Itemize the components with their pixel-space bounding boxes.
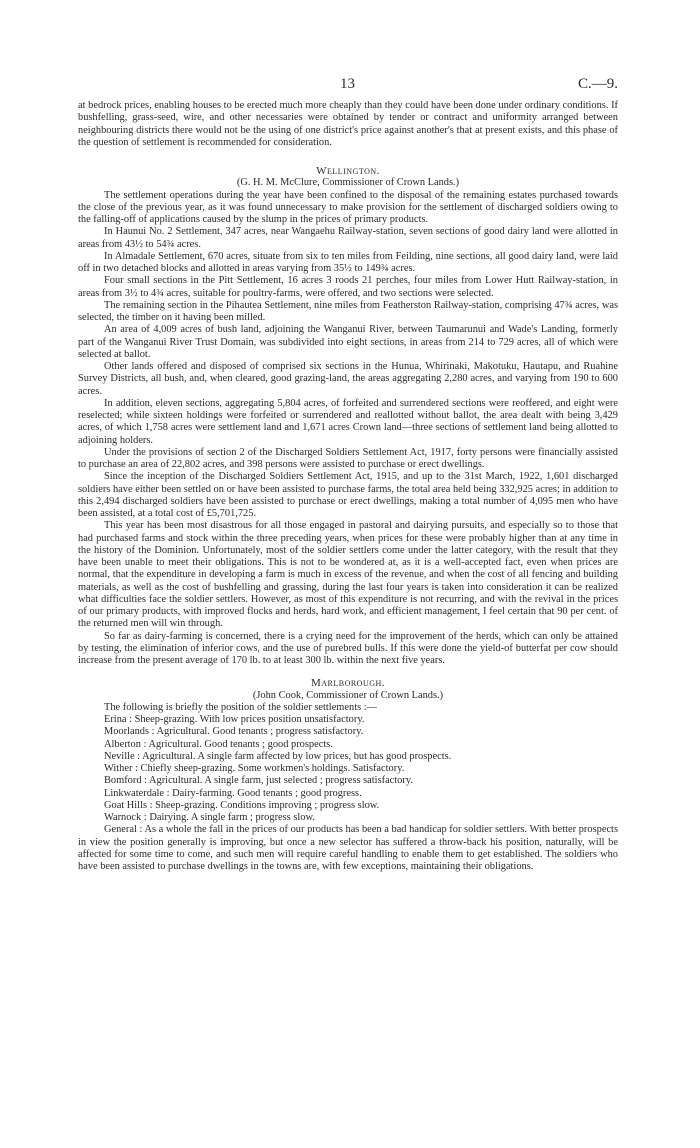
section-heading: Marlborough. <box>310 677 386 690</box>
paragraph: The following is briefly the position of the soldier settlements :— <box>104 701 377 713</box>
commissioner-line: (G. H. M. McClure, Commissioner of Crown Lands.) <box>236 177 460 189</box>
marlborough-section <box>78 677 618 873</box>
paragraph: An area of 4,009 acres of bush land, adjoining the Wanganui River, between Taumarunui and Wade's Landing, formerly part of the Wanganui River Trust Domain, was subdivided into eight sections, in areas from 214 to 729 acres, all of which were selected at ballot. <box>78 324 618 360</box>
list-item: Warnock : Dairying. A single farm ; progress slow. <box>104 812 315 823</box>
paragraph: Since the inception of the Discharged Soldiers Settlement Act, 1915, and up to the 31st March, 1922, 1,601 discharged soldiers have either been settled on or have been assisted to purchase farms, the total area held being 332,925 acres; in addition to this 2,494 discharged soldiers have been assisted to purchase or erect dwellings, making a total number of 4,095 men who have been assisted, at a total cost of £5,701,725. <box>78 471 618 519</box>
settlement-list <box>78 714 618 824</box>
list-item: Goat Hills : Sheep-grazing. Conditions improving ; progress slow. <box>104 799 380 811</box>
list-item: Linkwaterdale : Dairy-farming. Good tenants ; good progress. <box>104 787 362 799</box>
paragraph: In Haunui No. 2 Settlement, 347 acres, near Wangaehu Railway-station, seven sections of good dairy land were allotted in areas from 43½ to 54¾ acres. <box>78 226 618 250</box>
wellington-section <box>78 165 618 667</box>
paragraph: In addition, eleven sections, aggregating 5,804 acres, of forfeited and surrendered sections were reoffered, and eight were reselected; while sixteen holdings were forfeited or surrendered and reallotted without ballot, the area dealt with being 3,429 acres, of which 1,758 acres were settlement land and 1,671 acres Crown land—three sections of settlement land being allotted to adjoining holders. <box>78 397 618 446</box>
paragraph: The settlement operations during the year have been confined to the disposal of the remaining estates purchased towards the close of the previous year, as it was found unnecessary to make provision for the settlement of discharged soldiers owing to the falling-off of applications caused by the slump in the prices of primary products. <box>78 189 618 225</box>
intro-paragraph: at bedrock prices, enabling houses to be erected much more cheaply than they could have been done under ordinary conditions. If bushfelling, grass-seed, wire, and other necessaries were obtained by tender or contract and uniformity arranged between neighbouring districts there would not be the using of one district's price against another's that at present exists, and this phase of the question of settlement is recommended for consideration. <box>78 100 618 148</box>
paragraph: So far as dairy-farming is concerned, there is a crying need for the improvement of the herds, which can only be attained by testing, the elimination of inferior cows, and the use of purebred bulls. If this were done the yield-of butterfat per cow should increase from the present average of 170 lb. to at least 300 lb. within the next five years. <box>78 630 618 666</box>
list-item: Alberton : Agricultural. Good tenants ; good prospects. <box>104 738 333 750</box>
list-item: Moorlands : Agricultural. Good tenants ; progress satisfactory. <box>104 726 364 738</box>
paper-reference: C.—9. <box>577 76 618 92</box>
paragraph: Under the provisions of section 2 of the Discharged Soldiers Settlement Act, 1917, forty persons were financially assisted to purchase an area of 22,802 acres, and 398 persons were assisted to purchase or erect dwellings. <box>78 446 618 470</box>
page-header <box>78 78 618 100</box>
section-heading: Wellington. <box>316 165 380 177</box>
list-item: Wither : Chiefly sheep-grazing. Some workmen's holdings. Satisfactory. <box>104 763 405 774</box>
list-item: Neville : Agricultural. A single farm affected by low prices, but has good prospects. <box>104 750 452 762</box>
paragraph: The remaining section in the Pihautea Settlement, nine miles from Featherston Railway-station, comprising 47¾ acres, was selected, the timber on it having been milled. <box>78 299 618 323</box>
paragraph: This year has been most disastrous for all those engaged in pastoral and dairying pursuits, and especially so to those that had purchased farms and stock within the three preceding years, when prices for these were probably higher than at any time in the history of the Dominion. Unfortunately, most of the soldier settlers come under the latter category, with the result that they have been unable to meet their obligations. This is not to be wondered at, as it is a well-accepted fact, even when prices are normal, that the expenditure in developing a farm is much in excess of the revenue, and when the cost of all fencing and building materials, as well as the cost of bushfelling and grassing, during the last four years is taken into consideration it can be realized what difficulties face the soldier settlers. However, as most of this expenditure is not recurring, and with the revival in the prices of our primary products, with improved flocks and herds, hard work, and efficient management, I feel certain that 90 per cent. of the returned men will win through. <box>78 520 618 630</box>
list-item: Bomford : Agricultural. A single farm, just selected ; progress satisfactory. <box>104 775 413 787</box>
commissioner-line: (John Cook, Commissioner of Crown Lands.) <box>252 689 444 701</box>
paragraph: Other lands offered and disposed of comprised six sections in the Hunua, Whirinaki, Makotuku, Hautapu, and Ruahine Survey Districts, all bush, and, when cleared, good grazing-land, the areas aggregating 2,280 acres, and varying from 190 to 600 acres. <box>78 361 618 397</box>
paragraph: In Almadale Settlement, 670 acres, situate from six to ten miles from Feilding, nine sections, all good dairy land, were laid off in two detached blocks and allotted in areas varying from 35½ to 149¾ acres. <box>78 250 618 274</box>
paragraph: General : As a whole the fall in the prices of our products has been a bad handicap for soldier settlers. With better prospects in view the position generally is improving, but once a new selector has suffered a throw-back his position, naturally, will be affected for some time to come, and such men will require careful handling to enable them to get established. The soldiers who have been assisted to purchase dwellings in the towns are, with few exceptions, maintaining their obligations. <box>78 824 618 872</box>
page-number: 13 <box>340 76 355 92</box>
list-item: Erina : Sheep-grazing. With low prices position unsatisfactory. <box>104 714 365 725</box>
paragraph: Four small sections in the Pitt Settlement, 16 acres 3 roods 21 perches, four miles from Lower Hutt Railway-station, in areas from 3½ to 4¾ acres, suitable for poultry-farms, were offered, and two sections were selected. <box>78 275 618 299</box>
